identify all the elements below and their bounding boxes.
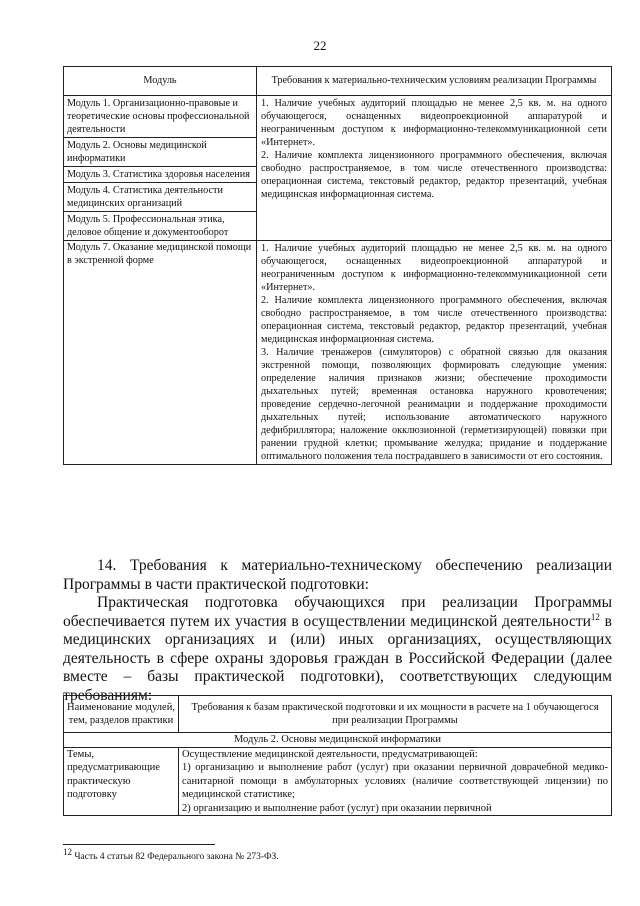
table-row	[64, 747, 612, 816]
module-5: Модуль 5. Профессиональная этика, деловое общение и документооборот	[67, 214, 229, 238]
module-7: Модуль 7. Оказание медицинской помощи в экстренной форме	[64, 241, 257, 465]
module-1: Модуль 1. Организационно-правовые и теоретические основы профессиональной деятельности	[64, 96, 256, 138]
module-list-cell	[64, 96, 257, 241]
header-col2: Требования к базам практической подготовки и их мощности в расчете на 1 обучающегося при реализации Программы	[179, 696, 612, 733]
table-row	[64, 96, 612, 241]
requirement-item: 2. Наличие комплекта лицензионного программного обеспечения, включая свободно распространяемое, в том числе отечественного производства: операционная система, текстовый редактор, редактор презентаций, учебная медицинская информационная система.	[261, 295, 607, 345]
page-number: 22	[313, 38, 327, 53]
module-2-heading: Модуль 2. Основы медицинской информатики	[64, 733, 612, 748]
module-row	[64, 733, 612, 748]
table-header-row	[64, 696, 612, 733]
requirement-item: 1. Наличие учебных аудиторий площадью не менее 2,5 кв. м. на одного обучающегося, оснащенных видеопроекционной аппаратурой и неограниченным доступом к информационно-телекоммуникационной сети «Интернет».	[261, 98, 607, 148]
content-line: 1) организацию и выполнение работ (услуг) при оказании первичной доврачебной медико-санитарной помощи в амбулаторных условиях (наличие соответствующей лицензии) по медицинской статистике;	[182, 762, 608, 800]
requirement-item: 1. Наличие учебных аудиторий площадью не менее 2,5 кв. м. на одного обучающегося, оснащенных видеопроекционной аппаратурой и неограниченным доступом к информационно-телекоммуникационной сети «Интернет».	[261, 243, 607, 293]
table-header-row	[64, 67, 612, 96]
requirement-item: 2. Наличие комплекта лицензионного программного обеспечения, включая свободно распространяемое, в том числе отечественного производства: операционная система, текстовый редактор, редактор презентаций, учебная медицинская информационная система.	[261, 150, 607, 200]
header-requirements: Требования к материально-техническим условиям реализации Программы	[257, 67, 612, 96]
practical-training-table	[63, 695, 612, 816]
requirement-item: 3. Наличие тренажеров (симуляторов) с обратной связью для оказания экстренной помощи, позволяющих формировать следующие умения: определение наличия признаков жизни; обеспечение проходимости дыхательных путей; временная остановка наружного кровотечения; проведение сердечно-легочной реанимации и поддержание проходимости дыхательных путей; использование автоматического наружного дефибриллятора; наложение окклюзионной (герметизирующей) повязки при ранении грудной клетки; промывание желудка; придание и поддержание оптимального положения тела пострадавшего в зависимости от его состояния.	[261, 347, 607, 462]
module-3: Модуль 3. Статистика здоровья населения	[64, 167, 256, 183]
paragraph-text-part1: Практическая подготовка обучающихся при реализации Программы обеспечивается путем их участия в осуществлении медицинской деятельности	[63, 594, 612, 630]
row-content	[179, 747, 612, 816]
requirements-cell	[257, 241, 612, 465]
table-row	[64, 241, 612, 465]
section-14-paragraph	[63, 594, 612, 705]
footnote-text: Часть 4 статьи 82 Федерального закона № 273-ФЗ.	[72, 852, 279, 863]
header-module: Модуль	[64, 67, 257, 96]
material-requirements-table	[63, 66, 612, 465]
module-4: Модуль 4. Статистика деятельности медицинских организаций	[64, 183, 256, 212]
footnote-marker: 12	[63, 847, 72, 857]
header-col1: Наименование модулей, тем, разделов практики	[64, 696, 179, 733]
row-label: Темы, предусматривающие практическую подготовку	[64, 747, 179, 816]
footnote-reference[interactable]: 12	[590, 611, 600, 622]
content-line: Осуществление медицинской деятельности, предусматривающей:	[182, 748, 478, 760]
footnote-divider	[63, 844, 215, 845]
paragraph-text-part2: в медицинских организациях и (или) иных организациях, осуществляющих деятельность в сфере охраны здоровья граждан в Российской Федерации (далее вместе – базы практической подготовки), соответствующих следующим требованиям:	[63, 612, 612, 704]
module-2: Модуль 2. Основы медицинской информатики	[64, 138, 256, 167]
requirements-cell	[257, 96, 612, 241]
footnote	[63, 847, 279, 863]
content-line: 2) организацию и выполнение работ (услуг) при оказании первичной	[182, 802, 492, 814]
section-14-heading: 14. Требования к материально-техническому обеспечению реализации Программы в части практической подготовки:	[63, 557, 612, 593]
